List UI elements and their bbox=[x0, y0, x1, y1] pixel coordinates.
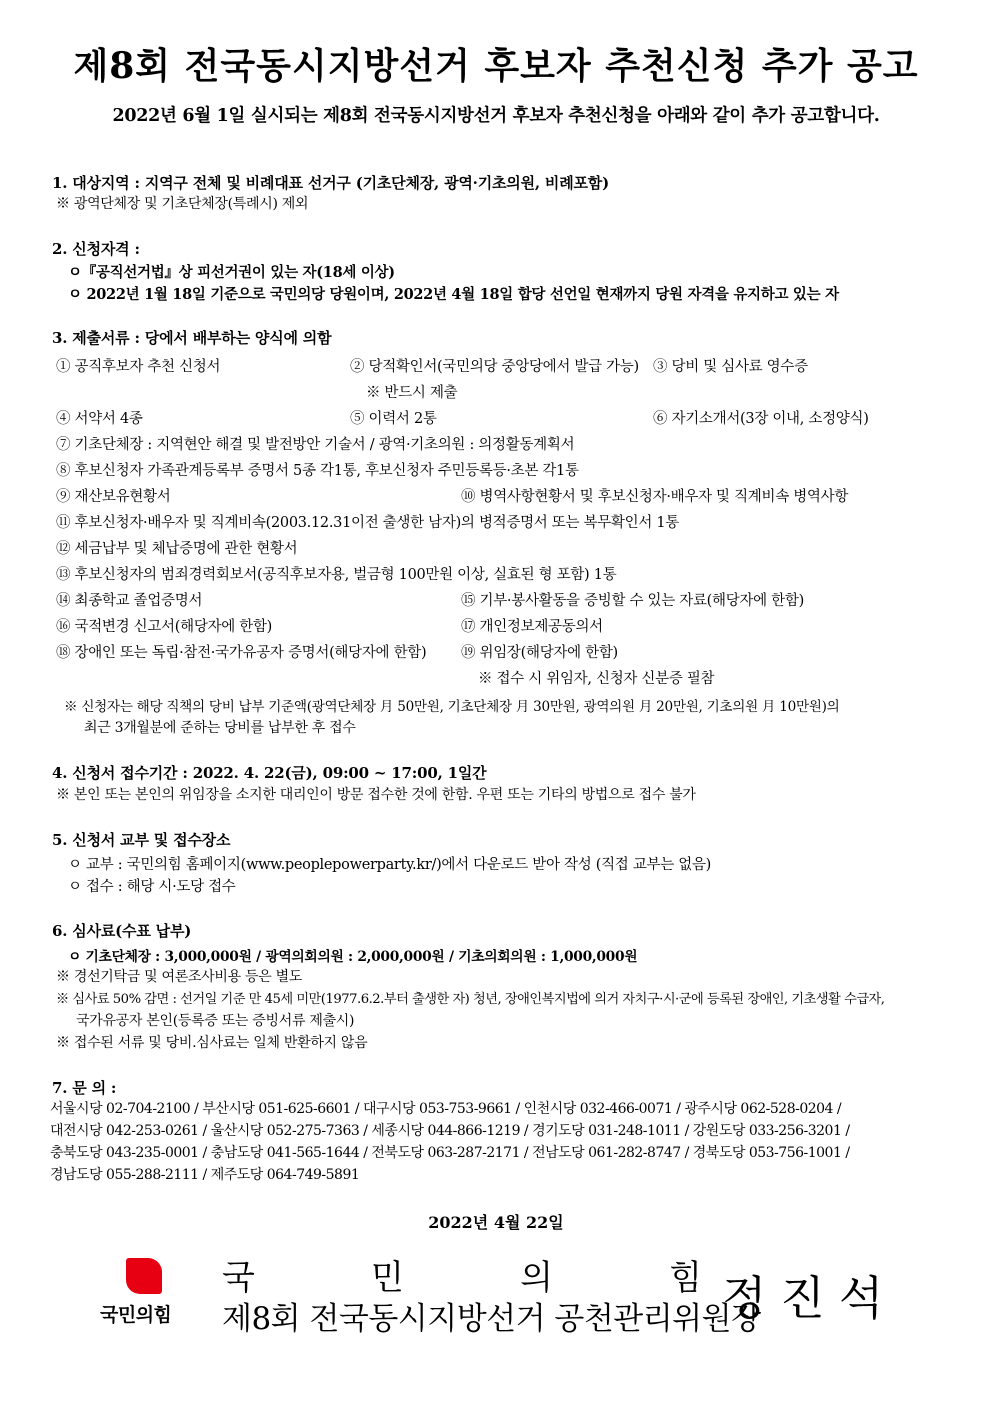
section-7-heading: 7. 문 의 : bbox=[52, 1079, 117, 1097]
document-item: ⑩ 병역사항현황서 및 후보신청자·배우자 및 직계비속 병역사항 bbox=[461, 489, 849, 505]
document-item: ⑦ 기초단체장 : 지역현안 해결 및 발전방안 기술서 / 광역·기초의원 : 의정활동계획서 bbox=[56, 437, 575, 453]
document-item: ⑱ 장애인 또는 독립·참전·국가유공자 증명서(해당자에 한함) bbox=[56, 645, 427, 661]
section-3-heading: 3. 제출서류 : 당에서 배부하는 양식에 의함 bbox=[52, 329, 332, 347]
fee-schedule: ㅇ 기초단체장 : 3,000,000원 / 광역의회의원 : 2,000,000원 / 기초의회의원 : 1,000,000원 bbox=[68, 949, 638, 965]
org-name-char: 힘 bbox=[669, 1258, 702, 1298]
section-5-item: ㅇ 접수 : 해당 시·도당 접수 bbox=[68, 879, 236, 895]
section-1-note: ※ 광역단체장 및 기초단체장(특례시) 제외 bbox=[56, 196, 309, 212]
issue-date: 2022년 4월 22일 bbox=[428, 1213, 564, 1232]
party-logo-icon bbox=[126, 1258, 162, 1294]
section-1-heading: 1. 대상지역 : 지역구 전체 및 비례대표 선거구 (기초단체장, 광역·기초의원, 비례포함) bbox=[52, 174, 609, 192]
document-item: ⑯ 국적변경 신고서(해당자에 한함) bbox=[56, 619, 273, 635]
org-name-char: 의 bbox=[520, 1258, 553, 1298]
section-6-note: 국가유공자 본인(등록증 또는 증빙서류 제출시) bbox=[76, 1013, 355, 1029]
document-item: ⑰ 개인정보제공동의서 bbox=[461, 619, 603, 635]
committee-title: 제8회 전국동시지방선거 공천관리위원장 bbox=[222, 1301, 761, 1337]
section-2-heading: 2. 신청자격 : bbox=[52, 240, 140, 258]
fee-note: ※ 신청자는 해당 직책의 당비 납부 기준액(광역단체장 月 50만원, 기초단체장 月 30만원, 광역의원 月 20만원, 기초의원 月 10만원)의 bbox=[64, 699, 840, 715]
document-item: ⑭ 최종학교 졸업증명서 bbox=[56, 593, 203, 609]
section-5-heading: 5. 신청서 교부 및 접수장소 bbox=[52, 831, 231, 849]
document-item: ⑤ 이력서 2통 bbox=[350, 411, 437, 427]
org-name bbox=[222, 1250, 702, 1299]
fee-note: 최근 3개월분에 준하는 당비를 납부한 후 접수 bbox=[84, 720, 356, 736]
document-item: ⑧ 후보신청자 가족관계등록부 증명서 5종 각1통, 후보신청자 주민등록등·초본 각1통 bbox=[56, 463, 579, 479]
section-6-note: ※ 심사료 50% 감면 : 선거일 기준 만 45세 미만(1977.6.2.부터 출생한 자) 청년, 장애인복지법에 의거 자치구·시·군에 등록된 장애인, 기초생활 수급자, bbox=[56, 992, 885, 1007]
page-subtitle: 2022년 6월 1일 실시되는 제8회 전국동시지방선거 후보자 추천신청을 아래와 같이 추가 공고합니다. bbox=[112, 106, 880, 126]
document-item: ③ 당비 및 심사료 영수증 bbox=[653, 359, 808, 375]
document-item: ⑮ 기부·봉사활동을 증빙할 수 있는 자료(해당자에 한함) bbox=[461, 593, 804, 609]
signatory-name: 정진석 bbox=[722, 1271, 898, 1325]
document-item: ⑫ 세금납부 및 체납증명에 관한 현황서 bbox=[56, 541, 298, 557]
document-item-note: ※ 접수 시 위임자, 신청자 신분증 필참 bbox=[478, 671, 715, 687]
org-name-char: 민 bbox=[371, 1258, 404, 1298]
document-item: ④ 서약서 4종 bbox=[56, 411, 143, 427]
document-item: ⑥ 자기소개서(3장 이내, 소정양식) bbox=[653, 411, 869, 427]
document-item-note: ※ 반드시 제출 bbox=[366, 385, 458, 401]
party-logo-text: 국민의힘 bbox=[100, 1304, 172, 1326]
section-2-item: ㅇ『공직선거법』상 피선거권이 있는 자(18세 이상) bbox=[68, 264, 395, 281]
contact-line: 서울시당 02-704-2100 / 부산시당 051-625-6601 / 대구시당 053-753-9661 / 인천시당 032-466-0071 / 광주시당 062-528-0204 / bbox=[50, 1101, 842, 1117]
section-2-item: ㅇ 2022년 1월 18일 기준으로 국민의당 당원이며, 2022년 4월 18일 합당 선언일 현재까지 당원 자격을 유지하고 있는 자 bbox=[68, 286, 839, 303]
section-5-item: ㅇ 교부 : 국민의힘 홈페이지(www.peoplepowerparty.kr/)에서 다운로드 받아 작성 (직접 교부는 없음) bbox=[68, 857, 712, 873]
document-item: ⑨ 재산보유현황서 bbox=[56, 489, 171, 505]
section-6-note: ※ 접수된 서류 및 당비.심사료는 일체 반환하지 않음 bbox=[56, 1035, 368, 1051]
contact-line: 경남도당 055-288-2111 / 제주도당 064-749-5891 bbox=[50, 1167, 360, 1183]
section-4-note: ※ 본인 또는 본인의 위임장을 소지한 대리인이 방문 접수한 것에 한함. 우편 또는 기타의 방법으로 접수 불가 bbox=[56, 787, 696, 803]
document-item: ② 당적확인서(국민의당 중앙당에서 발급 가능) bbox=[350, 359, 639, 375]
org-name-char: 국 bbox=[222, 1258, 255, 1298]
section-4-heading: 4. 신청서 접수기간 : 2022. 4. 22(금), 09:00 ~ 17:00, 1일간 bbox=[52, 764, 487, 782]
document-item: ① 공직후보자 추천 신청서 bbox=[56, 359, 221, 375]
document-item: ⑲ 위임장(해당자에 한함) bbox=[461, 645, 618, 661]
page-title: 제8회 전국동시지방선거 후보자 추천신청 추가 공고 bbox=[73, 45, 919, 87]
document-item: ⑬ 후보신청자의 범죄경력회보서(공직후보자용, 벌금형 100만원 이상, 실효된 형 포함) 1통 bbox=[56, 567, 617, 583]
contact-line: 대전시당 042-253-0261 / 울산시당 052-275-7363 / 세종시당 044-866-1219 / 경기도당 031-248-1011 / 강원도당 033-256-3201 / bbox=[50, 1123, 850, 1139]
contact-line: 충북도당 043-235-0001 / 충남도당 041-565-1644 / 전북도당 063-287-2171 / 전남도당 061-282-8747 / 경북도당 053-756-1001 / bbox=[50, 1145, 850, 1161]
section-6-heading: 6. 심사료(수표 납부) bbox=[52, 922, 192, 940]
section-6-note: ※ 경선기탁금 및 여론조사비용 등은 별도 bbox=[56, 969, 303, 985]
document-item: ⑪ 후보신청자·배우자 및 직계비속(2003.12.31이전 출생한 남자)의 병적증명서 또는 복무확인서 1통 bbox=[56, 515, 679, 531]
